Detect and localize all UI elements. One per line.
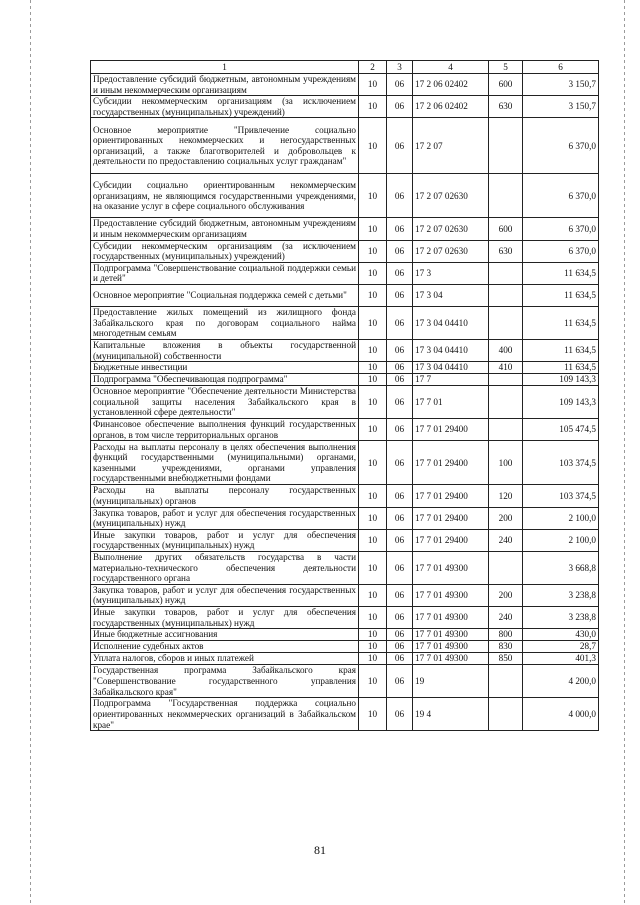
row-c6-cell: 2 100,0 <box>523 529 599 551</box>
row-c5-cell <box>489 118 523 174</box>
table-row <box>91 629 599 641</box>
row-c3-cell: 06 <box>387 419 413 441</box>
row-c3-cell: 06 <box>387 218 413 240</box>
row-c2-cell: 10 <box>359 665 387 698</box>
row-name-cell: Подпрограмма "Обеспечивающая подпрограмма" <box>91 374 359 386</box>
row-c5-cell: 630 <box>489 240 523 262</box>
row-c6-cell: 28,7 <box>523 641 599 653</box>
table-row <box>91 306 599 339</box>
scan-edge-right <box>624 0 625 905</box>
header-col-4: 4 <box>413 61 489 74</box>
row-c5-cell: 400 <box>489 339 523 361</box>
header-col-6: 6 <box>523 61 599 74</box>
row-c6-cell: 11 634,5 <box>523 262 599 284</box>
row-name-cell: Основное мероприятие "Привлечение социально ориентированных некоммерческих и негосударственных организаций, а также благотворителей и добровольцев к деятельности по предоставлению социальных услуг гражданам" <box>91 118 359 174</box>
row-c4-cell: 17 3 04 04410 <box>413 362 489 374</box>
row-c6-cell: 6 370,0 <box>523 174 599 218</box>
row-c2-cell: 10 <box>359 584 387 606</box>
table-row <box>91 174 599 218</box>
row-c5-cell <box>489 174 523 218</box>
page-number: 81 <box>314 843 326 857</box>
row-c2-cell: 10 <box>359 262 387 284</box>
row-c2-cell: 10 <box>359 362 387 374</box>
row-name-cell: Государственная программа Забайкальского края "Совершенствование государственного управления Забайкальского края" <box>91 665 359 698</box>
row-c2-cell: 10 <box>359 529 387 551</box>
row-c4-cell: 17 3 04 04410 <box>413 306 489 339</box>
row-c3-cell: 06 <box>387 665 413 698</box>
row-c4-cell: 17 2 07 02630 <box>413 174 489 218</box>
row-c5-cell <box>489 306 523 339</box>
row-c4-cell: 17 7 01 49300 <box>413 607 489 629</box>
table-row <box>91 653 599 665</box>
row-c2-cell: 10 <box>359 485 387 507</box>
row-c6-cell: 4 200,0 <box>523 665 599 698</box>
row-name-cell: Предоставление субсидий бюджетным, автономным учреждениям и иным некоммерческим организациям <box>91 74 359 96</box>
table-row <box>91 698 599 731</box>
row-c6-cell: 11 634,5 <box>523 339 599 361</box>
table-row <box>91 551 599 584</box>
row-name-cell: Исполнение судебных актов <box>91 641 359 653</box>
row-c4-cell: 17 2 06 02402 <box>413 96 489 118</box>
table-row <box>91 240 599 262</box>
row-c2-cell: 10 <box>359 629 387 641</box>
row-c4-cell: 17 3 04 04410 <box>413 339 489 361</box>
row-c6-cell: 3 150,7 <box>523 96 599 118</box>
row-c2-cell: 10 <box>359 507 387 529</box>
row-c4-cell: 19 4 <box>413 698 489 731</box>
row-c4-cell: 17 7 01 49300 <box>413 584 489 606</box>
row-c2-cell: 10 <box>359 653 387 665</box>
row-c5-cell <box>489 551 523 584</box>
row-c6-cell: 103 374,5 <box>523 441 599 485</box>
table-row <box>91 339 599 361</box>
row-name-cell: Иные закупки товаров, работ и услуг для обеспечения государственных (муниципальных) нужд <box>91 607 359 629</box>
row-c4-cell: 19 <box>413 665 489 698</box>
table-row <box>91 507 599 529</box>
row-c5-cell: 100 <box>489 441 523 485</box>
row-c6-cell: 105 474,5 <box>523 419 599 441</box>
row-name-cell: Выполнение других обязательств государства в части материально-технического обеспечения деятельности государственного органа <box>91 551 359 584</box>
row-c3-cell: 06 <box>387 441 413 485</box>
row-name-cell: Капитальные вложения в объекты государственной (муниципальной) собственности <box>91 339 359 361</box>
row-c3-cell: 06 <box>387 698 413 731</box>
row-c3-cell: 06 <box>387 96 413 118</box>
row-name-cell: Иные закупки товаров, работ и услуг для обеспечения государственных (муниципальных) нужд <box>91 529 359 551</box>
row-name-cell: Подпрограмма "Совершенствование социальной поддержки семьи и детей" <box>91 262 359 284</box>
row-c3-cell: 06 <box>387 374 413 386</box>
row-c6-cell: 401,3 <box>523 653 599 665</box>
row-c4-cell: 17 7 01 49300 <box>413 551 489 584</box>
table-row <box>91 96 599 118</box>
row-c3-cell: 06 <box>387 607 413 629</box>
row-c2-cell: 10 <box>359 306 387 339</box>
row-c2-cell: 10 <box>359 441 387 485</box>
row-c4-cell: 17 2 06 02402 <box>413 74 489 96</box>
row-c4-cell: 17 7 01 29400 <box>413 419 489 441</box>
row-name-cell: Закупка товаров, работ и услуг для обеспечения государственных (муниципальных) нужд <box>91 507 359 529</box>
scan-edge-left <box>30 0 31 905</box>
row-c5-cell: 830 <box>489 641 523 653</box>
row-c5-cell: 200 <box>489 507 523 529</box>
row-c5-cell: 240 <box>489 607 523 629</box>
row-c4-cell: 17 3 <box>413 262 489 284</box>
row-c5-cell <box>489 419 523 441</box>
table-row <box>91 374 599 386</box>
row-c3-cell: 06 <box>387 529 413 551</box>
row-c4-cell: 17 2 07 02630 <box>413 218 489 240</box>
row-name-cell: Уплата налогов, сборов и иных платежей <box>91 653 359 665</box>
row-c6-cell: 11 634,5 <box>523 306 599 339</box>
row-c6-cell: 3 150,7 <box>523 74 599 96</box>
row-c4-cell: 17 7 01 29400 <box>413 529 489 551</box>
row-c2-cell: 10 <box>359 96 387 118</box>
row-c6-cell: 3 238,8 <box>523 584 599 606</box>
header-col-3: 3 <box>387 61 413 74</box>
table-row <box>91 607 599 629</box>
row-name-cell: Предоставление субсидий бюджетным, автономным учреждениям и иным некоммерческим организациям <box>91 218 359 240</box>
row-name-cell: Финансовое обеспечение выполнения функций государственных органов, в том числе территориальных органов <box>91 419 359 441</box>
row-c6-cell: 3 238,8 <box>523 607 599 629</box>
row-c4-cell: 17 2 07 02630 <box>413 240 489 262</box>
row-c4-cell: 17 2 07 <box>413 118 489 174</box>
row-c4-cell: 17 7 <box>413 374 489 386</box>
row-c3-cell: 06 <box>387 362 413 374</box>
table-row <box>91 441 599 485</box>
row-c5-cell: 600 <box>489 74 523 96</box>
row-c4-cell: 17 7 01 <box>413 386 489 419</box>
row-c6-cell: 4 000,0 <box>523 698 599 731</box>
row-c4-cell: 17 7 01 49300 <box>413 629 489 641</box>
table-row <box>91 485 599 507</box>
row-c2-cell: 10 <box>359 607 387 629</box>
row-name-cell: Предоставление жилых помещений из жилищного фонда Забайкальского края по договорам социального найма многодетным семьям <box>91 306 359 339</box>
row-c2-cell: 10 <box>359 218 387 240</box>
row-c5-cell: 600 <box>489 218 523 240</box>
row-c2-cell: 10 <box>359 284 387 306</box>
row-c6-cell: 6 370,0 <box>523 118 599 174</box>
table-row <box>91 262 599 284</box>
row-c2-cell: 10 <box>359 386 387 419</box>
row-name-cell: Расходы на выплаты персоналу в целях обеспечения выполнения функций государственными (муниципальными) органами, казенными учреждениями, органами управления государственными внебюджетными фондами <box>91 441 359 485</box>
row-c4-cell: 17 7 01 49300 <box>413 653 489 665</box>
row-c3-cell: 06 <box>387 74 413 96</box>
row-c5-cell: 800 <box>489 629 523 641</box>
row-c2-cell: 10 <box>359 118 387 174</box>
row-c5-cell: 630 <box>489 96 523 118</box>
row-c5-cell: 200 <box>489 584 523 606</box>
header-col-5: 5 <box>489 61 523 74</box>
table-row <box>91 284 599 306</box>
row-c3-cell: 06 <box>387 485 413 507</box>
budget-table <box>90 60 599 731</box>
table-row <box>91 386 599 419</box>
table-body <box>91 74 599 731</box>
row-c2-cell: 10 <box>359 374 387 386</box>
row-c2-cell: 10 <box>359 74 387 96</box>
header-col-1: 1 <box>91 61 359 74</box>
row-c5-cell <box>489 262 523 284</box>
row-c3-cell: 06 <box>387 174 413 218</box>
table-row <box>91 529 599 551</box>
row-c5-cell <box>489 665 523 698</box>
row-c6-cell: 109 143,3 <box>523 374 599 386</box>
row-name-cell: Субсидии социально ориентированным некоммерческим организациям, не являющимся государственными учреждениями, на оказание услуг в сфере социального обслуживания <box>91 174 359 218</box>
row-name-cell: Бюджетные инвестиции <box>91 362 359 374</box>
table-row <box>91 419 599 441</box>
row-c6-cell: 6 370,0 <box>523 218 599 240</box>
row-c3-cell: 06 <box>387 118 413 174</box>
row-c6-cell: 109 143,3 <box>523 386 599 419</box>
table-row <box>91 665 599 698</box>
row-c6-cell: 11 634,5 <box>523 362 599 374</box>
row-c3-cell: 06 <box>387 641 413 653</box>
row-c3-cell: 06 <box>387 551 413 584</box>
row-c6-cell: 2 100,0 <box>523 507 599 529</box>
row-c3-cell: 06 <box>387 284 413 306</box>
table-header-row <box>91 61 599 74</box>
table-row <box>91 641 599 653</box>
row-c3-cell: 06 <box>387 653 413 665</box>
row-c2-cell: 10 <box>359 419 387 441</box>
row-c5-cell: 410 <box>489 362 523 374</box>
table-row <box>91 362 599 374</box>
row-c4-cell: 17 3 04 <box>413 284 489 306</box>
row-c5-cell: 850 <box>489 653 523 665</box>
table-row <box>91 118 599 174</box>
row-c2-cell: 10 <box>359 551 387 584</box>
row-c3-cell: 06 <box>387 240 413 262</box>
row-name-cell: Основное мероприятие "Обеспечение деятельности Министерства социальной защиты населения Забайкальского края в установленной сфере деятельности" <box>91 386 359 419</box>
row-c2-cell: 10 <box>359 698 387 731</box>
row-c2-cell: 10 <box>359 641 387 653</box>
row-c4-cell: 17 7 01 49300 <box>413 641 489 653</box>
row-c3-cell: 06 <box>387 584 413 606</box>
row-c4-cell: 17 7 01 29400 <box>413 441 489 485</box>
row-c5-cell <box>489 374 523 386</box>
table-row <box>91 584 599 606</box>
row-name-cell: Субсидии некоммерческим организациям (за исключением государственных (муниципальных) учреждений) <box>91 96 359 118</box>
row-c5-cell <box>489 698 523 731</box>
row-c6-cell: 6 370,0 <box>523 240 599 262</box>
row-c3-cell: 06 <box>387 306 413 339</box>
header-col-2: 2 <box>359 61 387 74</box>
row-name-cell: Основное мероприятие "Социальная поддержка семей с детьми" <box>91 284 359 306</box>
row-c4-cell: 17 7 01 29400 <box>413 507 489 529</box>
row-c5-cell: 240 <box>489 529 523 551</box>
row-c4-cell: 17 7 01 29400 <box>413 485 489 507</box>
row-name-cell: Подпрограмма "Государственная поддержка социально ориентированных некоммерческих организаций в Забайкальском крае" <box>91 698 359 731</box>
row-name-cell: Субсидии некоммерческим организациям (за исключением государственных (муниципальных) учреждений) <box>91 240 359 262</box>
row-name-cell: Закупка товаров, работ и услуг для обеспечения государственных (муниципальных) нужд <box>91 584 359 606</box>
row-c6-cell: 11 634,5 <box>523 284 599 306</box>
row-c5-cell: 120 <box>489 485 523 507</box>
table-row <box>91 74 599 96</box>
row-c2-cell: 10 <box>359 339 387 361</box>
row-c2-cell: 10 <box>359 174 387 218</box>
row-c3-cell: 06 <box>387 386 413 419</box>
row-c6-cell: 3 668,8 <box>523 551 599 584</box>
row-c3-cell: 06 <box>387 262 413 284</box>
row-c6-cell: 430,0 <box>523 629 599 641</box>
row-c3-cell: 06 <box>387 629 413 641</box>
row-name-cell: Иные бюджетные ассигнования <box>91 629 359 641</box>
row-c3-cell: 06 <box>387 507 413 529</box>
row-name-cell: Расходы на выплаты персоналу государственных (муниципальных) органов <box>91 485 359 507</box>
row-c3-cell: 06 <box>387 339 413 361</box>
row-c5-cell <box>489 386 523 419</box>
row-c5-cell <box>489 284 523 306</box>
row-c2-cell: 10 <box>359 240 387 262</box>
table-row <box>91 218 599 240</box>
row-c6-cell: 103 374,5 <box>523 485 599 507</box>
